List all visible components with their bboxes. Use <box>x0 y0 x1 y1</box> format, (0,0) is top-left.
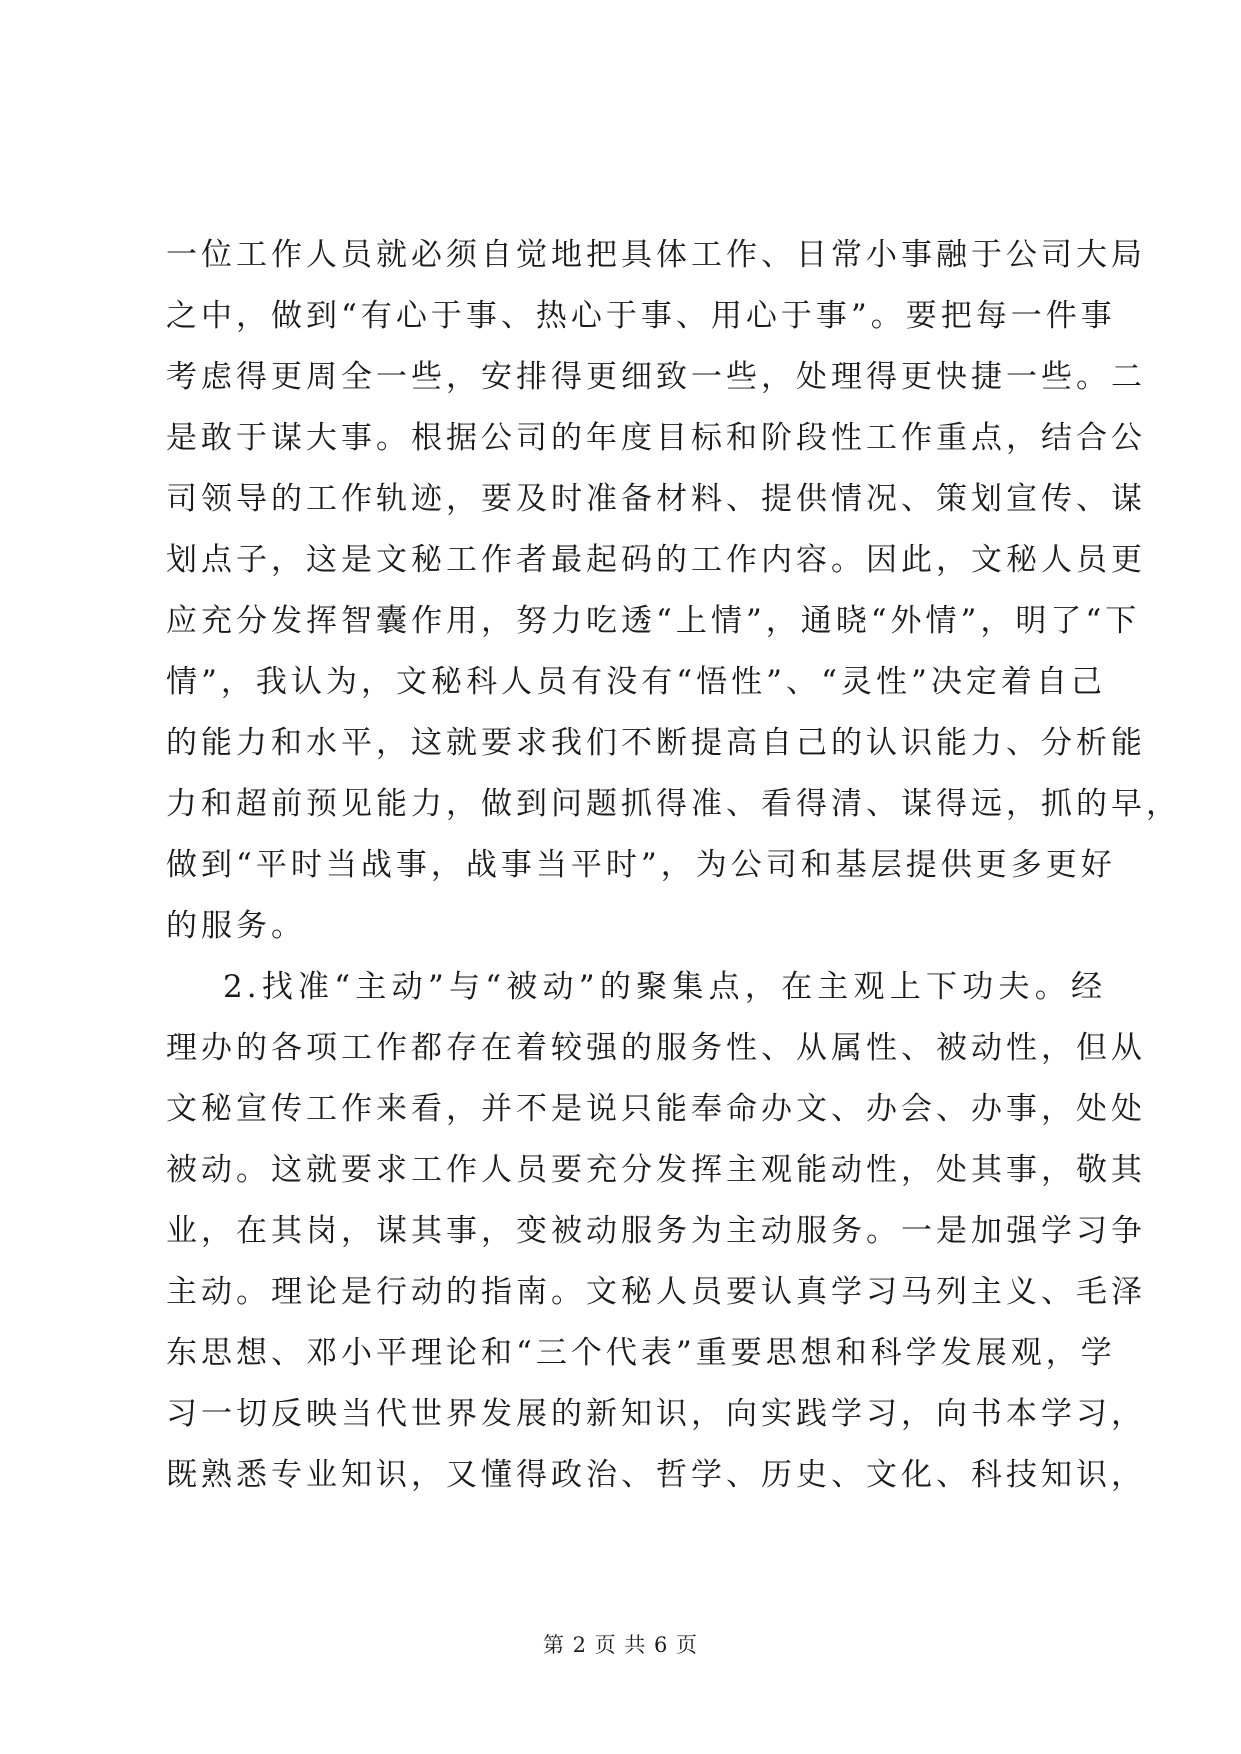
text-line: 的能力和水平，这就要求我们不断提高自己的认识能力、分析能 <box>166 725 1146 761</box>
paragraph <box>166 236 1181 968</box>
text-line: 考虑得更周全一些，安排得更细致一些，处理得更快捷一些。二 <box>166 359 1146 395</box>
text-line: 力和超前预见能力，做到问题抓得准、看得清、谋得远，抓的早， <box>166 786 1181 822</box>
body-text <box>166 236 1181 1517</box>
text-line: 的服务。 <box>166 908 306 944</box>
text-line: 一位工作人员就必须自觉地把具体工作、日常小事融于公司大局 <box>166 237 1146 273</box>
text-line: 文秘宣传工作来看，并不是说只能奉命办文、办会、办事，处处 <box>166 1091 1146 1127</box>
text-line: 业，在其岗，谋其事，变被动服务为主动服务。一是加强学习争 <box>166 1213 1146 1249</box>
text-line: 划点子，这是文秘工作者最起码的工作内容。因此，文秘人员更 <box>166 542 1146 578</box>
text-line: 主动。理论是行动的指南。文秘人员要认真学习马列主义、毛泽 <box>166 1274 1146 1310</box>
text-line: 理办的各项工作都存在着较强的服务性、从属性、被动性，但从 <box>166 1030 1146 1066</box>
text-line: 东思想、邓小平理论和“三个代表”重要思想和科学发展观，学 <box>166 1335 1116 1371</box>
text-line: 既熟悉专业知识，又懂得政治、哲学、历史、文化、科技知识， <box>166 1457 1146 1493</box>
text-line: 2.找准“主动”与“被动”的聚集点，在主观上下功夫。经 <box>223 969 1106 1005</box>
text-line: 是敢于谋大事。根据公司的年度目标和阶段性工作重点，结合公 <box>166 420 1146 456</box>
page-footer: 第 2 页 共 6 页 <box>542 1633 699 1657</box>
paragraph <box>166 968 1146 1517</box>
text-line: 之中，做到“有心于事、热心于事、用心于事”。要把每一件事 <box>166 298 1116 334</box>
text-line: 习一切反映当代世界发展的新知识，向实践学习，向书本学习， <box>166 1396 1146 1432</box>
text-line: 情”，我认为，文秘科人员有没有“悟性”、“灵性”决定着自己 <box>166 664 1106 700</box>
text-line: 司领导的工作轨迹，要及时准备材料、提供情况、策划宣传、谋 <box>166 481 1146 517</box>
text-line: 做到“平时当战事，战事当平时”，为公司和基层提供更多更好 <box>166 847 1116 883</box>
text-line: 被动。这就要求工作人员要充分发挥主观能动性，处其事，敬其 <box>166 1152 1146 1188</box>
text-line: 应充分发挥智囊作用，努力吃透“上情”，通晓“外情”，明了“下 <box>166 603 1141 639</box>
